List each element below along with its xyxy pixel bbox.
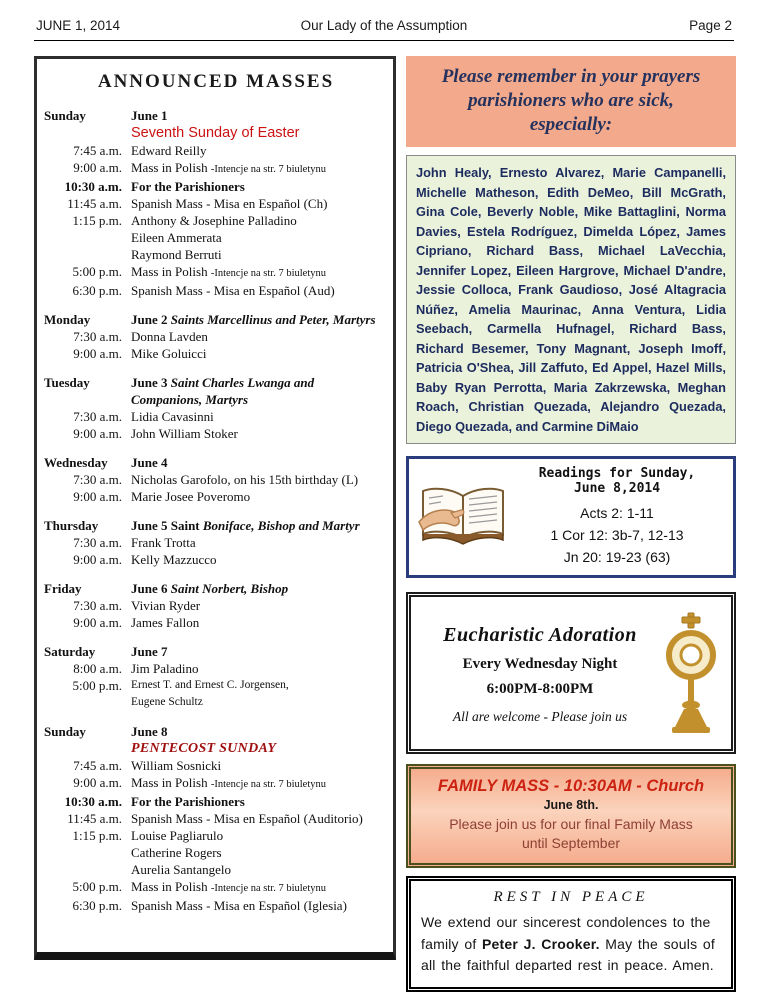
mass-day: Sunday bbox=[44, 108, 86, 123]
mass-entry bbox=[44, 425, 388, 442]
header-page-number: Page 2 bbox=[689, 18, 732, 33]
mass-time: 9:00 a.m. bbox=[73, 775, 122, 790]
mass-day: Saturday bbox=[44, 644, 96, 659]
mass-subtitle: PENTECOST SUNDAY bbox=[131, 741, 277, 756]
mass-entry bbox=[44, 471, 388, 488]
mass-entry bbox=[44, 263, 388, 282]
condolence-text-end: May the souls of all the faithful departed rest in peace. Amen. bbox=[421, 935, 715, 973]
mass-time: 9:00 a.m. bbox=[73, 615, 122, 630]
adoration-schedule-day: Every Wednesday Night bbox=[462, 655, 618, 672]
mass-date-text: June 2 bbox=[131, 312, 168, 327]
mass-date-text: June 1 bbox=[131, 108, 168, 123]
mass-entry bbox=[44, 774, 388, 793]
mass-day: Thursday bbox=[44, 518, 99, 533]
mass-intentions bbox=[131, 551, 388, 568]
mass-entry bbox=[44, 614, 388, 631]
mass-date bbox=[131, 311, 388, 328]
adoration-schedule-time: 6:00PM-8:00PM bbox=[486, 680, 594, 697]
mass-time: 1:15 p.m. bbox=[72, 213, 122, 228]
mass-line: Vivian Ryder bbox=[131, 598, 201, 613]
mass-entry bbox=[44, 408, 388, 425]
mass-entry bbox=[44, 328, 388, 345]
mass-intentions bbox=[131, 878, 388, 897]
mass-line: Mass in Polish -Intencje na str. 7 biuletynu bbox=[131, 879, 327, 894]
mass-day: Wednesday bbox=[44, 455, 108, 470]
masses-list bbox=[44, 107, 388, 914]
adoration-welcome: All are welcome - Please join us bbox=[452, 708, 628, 724]
mass-line: Eileen Ammerata bbox=[131, 230, 222, 245]
mass-line: Raymond Berruti bbox=[131, 247, 222, 262]
mass-entry bbox=[44, 195, 388, 212]
mass-line: Mass in Polish -Intencje na str. 7 biuletynu bbox=[131, 160, 327, 175]
sick-names-text: John Healy, Ernesto Alvarez, Marie Campanelli, Michelle Matheson, Edith DeMeo, Bill McGrath, Gina Cole, Beverly Noble, Mike Battaglini, Norma Davies, Estela Rodríguez, Dimelda López, James Cipriano, Richard Bass, Michael LaVecchia, Jennifer Lopez, Eileen Hargrove, Michael D'andre, Jessie Colloca, Frank Gaudioso, José Altagracia Núñez, Amelia Maurinac, Anna Ventura, Lidia Seebach, Carmella Hufnagel, Richard Bass, Richard Besemer, Tony Magnant, Joseph Imoff, Patricia O'Shea, Jill Zaffuto, Ed Appel, Hazel Mills, Baby Ryan Perrotta, Maria Zakrzewska, Meghan Roach, Christian Quezada, Alejandro Quezada, Diego Quezada, and Carmine DiMaio bbox=[416, 165, 726, 434]
mass-line: Ernest T. and Ernest C. Jorgensen, bbox=[131, 679, 289, 691]
mass-line: James Fallon bbox=[131, 615, 200, 630]
mass-group-header bbox=[44, 723, 388, 740]
mass-line: Nicholas Garofolo, on his 15th birthday (L) bbox=[131, 472, 359, 487]
reading-citation: Acts 2: 1-11 bbox=[580, 505, 654, 521]
mass-entry bbox=[44, 897, 388, 914]
reading-citation: Jn 20: 19-23 (63) bbox=[563, 549, 671, 565]
mass-time: 9:00 a.m. bbox=[73, 426, 122, 441]
mass-group-header bbox=[44, 311, 388, 328]
polish-note: -Intencje na str. 7 biuletynu bbox=[210, 268, 327, 279]
mass-line: Eugene Schultz bbox=[131, 696, 203, 708]
mass-line: Spanish Mass - Misa en Español (Iglesia) bbox=[131, 898, 347, 913]
header-divider bbox=[34, 40, 734, 41]
mass-intentions bbox=[131, 534, 388, 551]
mass-subtitle: Seventh Sunday of Easter bbox=[131, 125, 300, 141]
mass-feast: Saint Charles Lwanga and Companions, Martyrs bbox=[131, 375, 315, 407]
mass-time: 8:00 a.m. bbox=[73, 661, 122, 676]
mass-line: Edward Reilly bbox=[131, 143, 207, 158]
mass-entry bbox=[44, 551, 388, 568]
header-date: JUNE 1, 2014 bbox=[36, 18, 121, 33]
mass-line: Mass in Polish -Intencje na str. 7 biuletynu bbox=[131, 264, 327, 279]
mass-line: Anthony & Josephine Palladino bbox=[131, 213, 297, 228]
mass-intentions bbox=[131, 195, 388, 212]
sick-prayers-banner bbox=[406, 56, 736, 147]
mass-line: Spanish Mass - Misa en Español (Auditorio) bbox=[131, 811, 363, 826]
mass-date-text: June 5 Saint bbox=[131, 518, 200, 533]
mass-time: 1:15 p.m. bbox=[72, 828, 122, 843]
mass-group bbox=[44, 107, 388, 299]
mass-date bbox=[131, 454, 388, 471]
mass-time: 6:30 p.m. bbox=[72, 898, 122, 913]
mass-intentions bbox=[131, 408, 388, 425]
mass-date bbox=[131, 374, 388, 408]
mass-line: Mike Goluicci bbox=[131, 346, 207, 361]
rest-in-peace-box bbox=[406, 876, 736, 992]
page-header bbox=[0, 0, 768, 33]
mass-intentions bbox=[131, 677, 388, 711]
mass-date bbox=[131, 723, 388, 740]
mass-group-header bbox=[44, 374, 388, 408]
mass-entry bbox=[44, 159, 388, 178]
mass-time: 7:45 a.m. bbox=[73, 143, 122, 158]
right-column bbox=[406, 56, 736, 992]
mass-line: Catherine Rogers bbox=[131, 845, 222, 860]
family-mass-message-line: until September bbox=[521, 835, 621, 851]
mass-intentions bbox=[131, 142, 388, 159]
mass-line: Jim Paladino bbox=[131, 661, 199, 676]
mass-line: Louise Pagliarulo bbox=[131, 828, 224, 843]
announced-masses-box bbox=[34, 56, 396, 960]
mass-time: 11:45 a.m. bbox=[67, 196, 122, 211]
mass-date-text: June 4 bbox=[131, 455, 168, 470]
mass-time: 7:45 a.m. bbox=[73, 758, 122, 773]
mass-date bbox=[131, 107, 388, 124]
adoration-text bbox=[421, 624, 659, 725]
mass-intentions bbox=[131, 827, 388, 878]
mass-entry bbox=[44, 178, 388, 195]
family-mass-box bbox=[406, 764, 736, 868]
monstrance-icon bbox=[659, 611, 723, 737]
mass-group bbox=[44, 643, 388, 711]
mass-group bbox=[44, 723, 388, 914]
sick-prayers-line: parishioners who are sick, bbox=[468, 90, 674, 111]
mass-intentions bbox=[131, 774, 388, 793]
mass-date-text: June 7 bbox=[131, 644, 168, 659]
mass-time: 7:30 a.m. bbox=[73, 409, 122, 424]
mass-group bbox=[44, 517, 388, 568]
mass-feast: Saints Marcellinus and Peter, Martyrs bbox=[170, 312, 376, 327]
mass-group-header bbox=[44, 580, 388, 597]
family-mass-message bbox=[417, 815, 725, 853]
mass-date-text: June 3 bbox=[131, 375, 168, 390]
rest-in-peace-text bbox=[421, 912, 721, 977]
mass-intentions bbox=[131, 425, 388, 442]
mass-intentions bbox=[131, 757, 388, 774]
mass-feast: Saint Norbert, Bishop bbox=[170, 581, 289, 596]
mass-time: 5:00 p.m. bbox=[72, 678, 122, 693]
family-mass-date: June 8th. bbox=[543, 798, 599, 812]
mass-time: 10:30 a.m. bbox=[64, 179, 122, 194]
mass-line: Kelly Mazzucco bbox=[131, 552, 217, 567]
mass-line: Frank Trotta bbox=[131, 535, 196, 550]
mass-date-text: June 8 bbox=[131, 724, 168, 739]
mass-line: Lidia Cavasinni bbox=[131, 409, 214, 424]
readings-box bbox=[406, 456, 736, 578]
mass-entry bbox=[44, 757, 388, 774]
mass-group-header bbox=[44, 107, 388, 124]
mass-intentions bbox=[131, 810, 388, 827]
mass-intentions bbox=[131, 328, 388, 345]
announced-masses-title: ANNOUNCED MASSES bbox=[97, 71, 335, 92]
mass-date bbox=[131, 643, 388, 660]
readings-heading: Readings for Sunday, bbox=[538, 466, 696, 481]
mass-intentions bbox=[131, 597, 388, 614]
mass-intentions bbox=[131, 345, 388, 362]
page-content bbox=[0, 56, 768, 992]
mass-line: Marie Josee Poveromo bbox=[131, 489, 251, 504]
mass-line: Aurelia Santangelo bbox=[131, 862, 231, 877]
mass-day: Tuesday bbox=[44, 375, 90, 390]
mass-entry bbox=[44, 212, 388, 263]
mass-entry bbox=[44, 534, 388, 551]
deceased-name: Peter J. Crooker. bbox=[482, 935, 600, 952]
mass-group-header bbox=[44, 643, 388, 660]
mass-line: Spanish Mass - Misa en Español (Aud) bbox=[131, 283, 335, 298]
mass-date-text: June 6 bbox=[131, 581, 168, 596]
mass-entry bbox=[44, 810, 388, 827]
mass-group bbox=[44, 454, 388, 505]
mass-day: Friday bbox=[44, 581, 82, 596]
mass-time: 5:00 p.m. bbox=[72, 879, 122, 894]
mass-group bbox=[44, 374, 388, 442]
mass-date bbox=[131, 580, 388, 597]
readings-heading-date: June 8,2014 bbox=[573, 481, 661, 496]
mass-entry bbox=[44, 878, 388, 897]
adoration-title: Eucharistic Adoration bbox=[443, 623, 637, 646]
mass-intentions bbox=[131, 263, 388, 282]
mass-line: Mass in Polish -Intencje na str. 7 biuletynu bbox=[131, 775, 327, 790]
mass-time: 7:30 a.m. bbox=[73, 329, 122, 344]
mass-entry bbox=[44, 488, 388, 505]
sick-prayers-line: Please remember in your prayers bbox=[441, 66, 701, 87]
mass-line: John William Stoker bbox=[131, 426, 238, 441]
mass-intentions bbox=[131, 159, 388, 178]
polish-note: -Intencje na str. 7 biuletynu bbox=[210, 779, 327, 790]
mass-time: 10:30 a.m. bbox=[64, 794, 122, 809]
mass-time: 11:45 a.m. bbox=[67, 811, 122, 826]
rest-in-peace-title: REST IN PEACE bbox=[493, 889, 649, 905]
mass-intentions bbox=[131, 212, 388, 263]
mass-group bbox=[44, 580, 388, 631]
mass-entry bbox=[44, 345, 388, 362]
mass-entry bbox=[44, 142, 388, 159]
mass-group bbox=[44, 311, 388, 362]
readings-text bbox=[509, 466, 725, 568]
header-title: Our Lady of the Assumption bbox=[300, 18, 468, 33]
mass-intentions bbox=[131, 660, 388, 677]
mass-line: Spanish Mass - Misa en Español (Ch) bbox=[131, 196, 328, 211]
mass-entry bbox=[44, 827, 388, 878]
mass-intentions bbox=[131, 282, 388, 299]
mass-intentions bbox=[131, 178, 388, 195]
mass-entry bbox=[44, 282, 388, 299]
mass-time: 7:30 a.m. bbox=[73, 472, 122, 487]
mass-time: 5:00 p.m. bbox=[72, 264, 122, 279]
mass-day: Monday bbox=[44, 312, 91, 327]
mass-time: 6:30 p.m. bbox=[72, 283, 122, 298]
mass-day: Sunday bbox=[44, 724, 86, 739]
adoration-box bbox=[406, 592, 736, 754]
mass-time: 7:30 a.m. bbox=[73, 535, 122, 550]
mass-group-header bbox=[44, 517, 388, 534]
mass-intentions bbox=[131, 793, 388, 810]
bible-icon bbox=[417, 480, 509, 554]
mass-line: For the Parishioners bbox=[131, 179, 245, 194]
mass-time: 9:00 a.m. bbox=[73, 160, 122, 175]
mass-intentions bbox=[131, 471, 388, 488]
mass-entry bbox=[44, 660, 388, 677]
family-mass-message-line: Please join us for our final Family Mass bbox=[449, 816, 693, 832]
mass-time: 9:00 a.m. bbox=[73, 489, 122, 504]
mass-line: Donna Lavden bbox=[131, 329, 208, 344]
mass-line: For the Parishioners bbox=[131, 794, 245, 809]
mass-time: 7:30 a.m. bbox=[73, 598, 122, 613]
mass-intentions bbox=[131, 614, 388, 631]
mass-group-header bbox=[44, 454, 388, 471]
condolence-text: We extend our sincerest condolences to the family of bbox=[421, 914, 711, 952]
mass-date bbox=[131, 517, 388, 534]
family-mass-title: FAMILY MASS - 10:30AM - Church bbox=[437, 777, 705, 795]
sick-names-box bbox=[406, 155, 736, 444]
mass-time: 9:00 a.m. bbox=[73, 552, 122, 567]
mass-entry bbox=[44, 597, 388, 614]
mass-intentions bbox=[131, 488, 388, 505]
mass-intentions bbox=[131, 897, 388, 914]
mass-feast: Boniface, Bishop and Martyr bbox=[202, 518, 360, 533]
mass-entry bbox=[44, 677, 388, 711]
polish-note: -Intencje na str. 7 biuletynu bbox=[210, 883, 327, 894]
mass-line: William Sosnicki bbox=[131, 758, 222, 773]
sick-prayers-line: especially: bbox=[529, 114, 613, 135]
mass-time: 9:00 a.m. bbox=[73, 346, 122, 361]
polish-note: -Intencje na str. 7 biuletynu bbox=[210, 164, 327, 175]
reading-citation: 1 Cor 12: 3b-7, 12-13 bbox=[550, 527, 684, 543]
mass-entry bbox=[44, 793, 388, 810]
